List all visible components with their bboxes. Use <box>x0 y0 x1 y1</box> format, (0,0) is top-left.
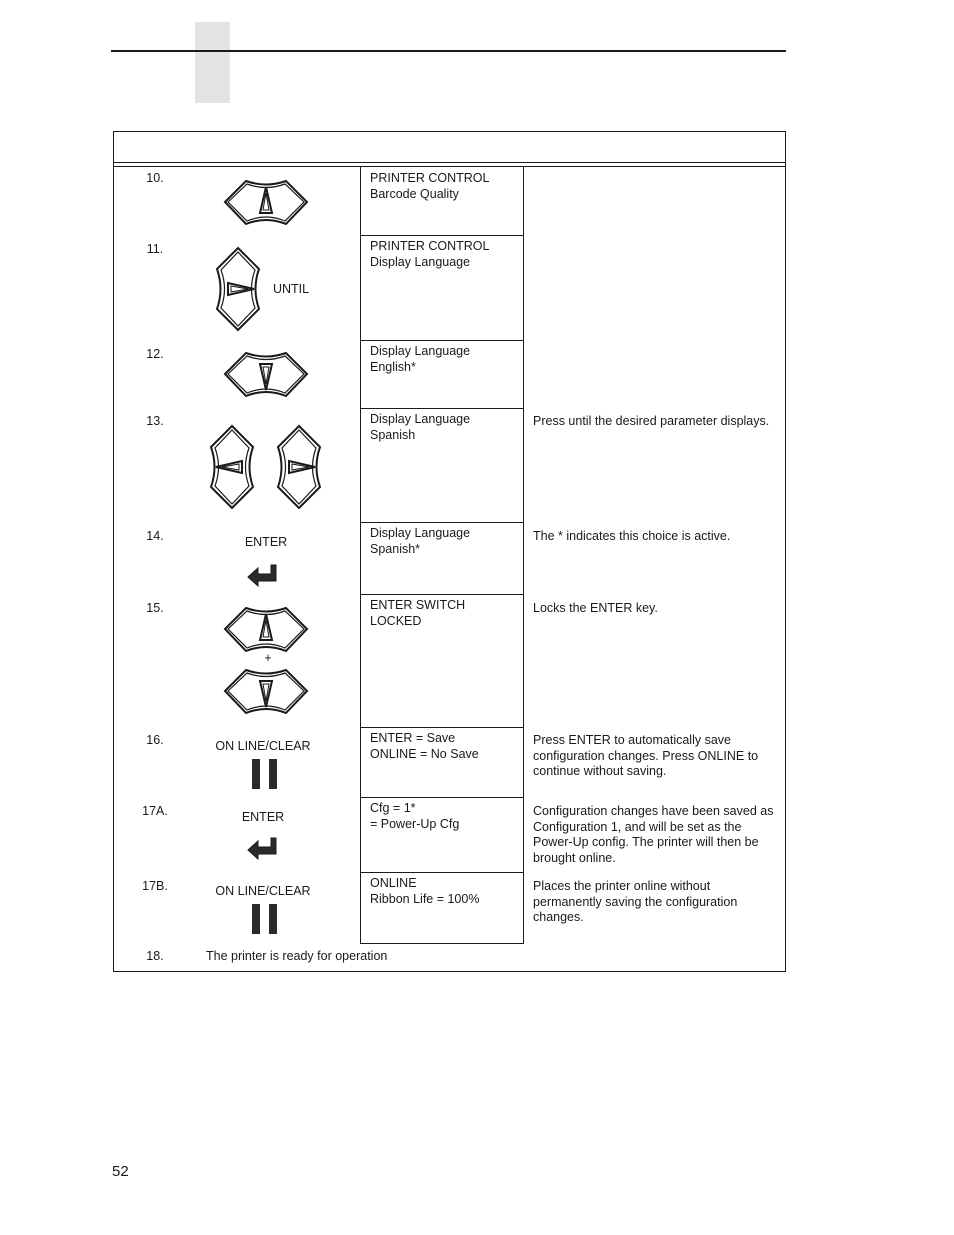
display-line: PRINTER CONTROL <box>370 239 490 253</box>
right-arrow-key-icon <box>275 423 323 511</box>
step-note: Press ENTER to automatically save configuration changes. Press ONLINE to continue without saving. <box>533 733 759 778</box>
step-number: 10. <box>146 171 164 185</box>
display-cell <box>360 594 524 728</box>
step-note: The * indicates this choice is active. <box>533 529 731 543</box>
key-label: UNTIL <box>272 282 310 296</box>
display-line: PRINTER CONTROL <box>370 171 490 185</box>
display-line: Spanish* <box>370 541 421 556</box>
down-arrow-key-icon <box>222 667 310 717</box>
step-number: 15. <box>146 601 164 615</box>
step-number: 16. <box>146 733 164 747</box>
display-line: Ribbon Life = 100% <box>370 891 480 906</box>
display-line: ENTER = Save <box>370 731 456 745</box>
display-line: ENTER SWITCH <box>370 598 466 612</box>
step-number: 13. <box>146 414 164 428</box>
key-label: ENTER <box>241 810 285 824</box>
display-line: Display Language <box>370 254 471 269</box>
plus-label: + <box>264 651 272 665</box>
down-arrow-key-icon <box>222 350 310 400</box>
display-cell <box>360 727 524 798</box>
display-line: Cfg = 1* <box>370 801 416 815</box>
online-clear-key-icon <box>250 903 280 935</box>
up-arrow-key-icon <box>222 178 310 228</box>
display-line: Display Language <box>370 526 471 540</box>
enter-key-icon <box>246 836 278 860</box>
chapter-tab <box>195 22 230 103</box>
key-label: ON LINE/CLEAR <box>215 884 311 898</box>
display-cell <box>360 797 524 873</box>
display-line: ONLINE <box>370 876 417 890</box>
page-number: 52 <box>112 1163 129 1180</box>
step-note: Places the printer online without permanently saving the configuration changes. <box>533 879 738 924</box>
final-step-text: The printer is ready for operation <box>206 949 388 963</box>
step-note: Locks the ENTER key. <box>533 601 658 615</box>
display-cell <box>360 408 524 523</box>
step-number: 18. <box>146 949 164 963</box>
display-line: Barcode Quality <box>370 186 459 201</box>
enter-key-icon <box>246 563 278 587</box>
key-label: ENTER <box>244 535 288 549</box>
step-note: Press until the desired parameter displays. <box>533 414 770 428</box>
display-line: Spanish <box>370 427 416 442</box>
display-line: = Power-Up Cfg <box>370 816 460 831</box>
header-rule <box>111 50 786 52</box>
display-cell <box>360 340 524 409</box>
key-label: ON LINE/CLEAR <box>215 739 311 753</box>
step-number: 17B. <box>142 879 168 893</box>
online-clear-key-icon <box>250 758 280 790</box>
left-arrow-key-icon <box>208 423 256 511</box>
step-number: 17A. <box>142 804 168 818</box>
display-line: LOCKED <box>370 613 422 628</box>
display-line: English* <box>370 359 416 374</box>
display-cell <box>360 235 524 341</box>
step-note: Configuration changes have been saved as Configuration 1, and will be set as the Power-Up config. The printer will then be brought online. <box>533 804 774 865</box>
display-line: Display Language <box>370 344 471 358</box>
display-line: ONLINE = No Save <box>370 746 479 761</box>
display-cell <box>360 872 524 944</box>
table-header-line <box>113 162 786 163</box>
step-number: 14. <box>146 529 164 543</box>
display-cell <box>360 167 524 236</box>
step-number: 12. <box>146 347 164 361</box>
display-line: Display Language <box>370 412 471 426</box>
step-number: 11. <box>146 242 164 256</box>
up-arrow-key-icon <box>222 605 310 655</box>
right-arrow-key-icon <box>214 245 262 333</box>
display-cell <box>360 522 524 595</box>
